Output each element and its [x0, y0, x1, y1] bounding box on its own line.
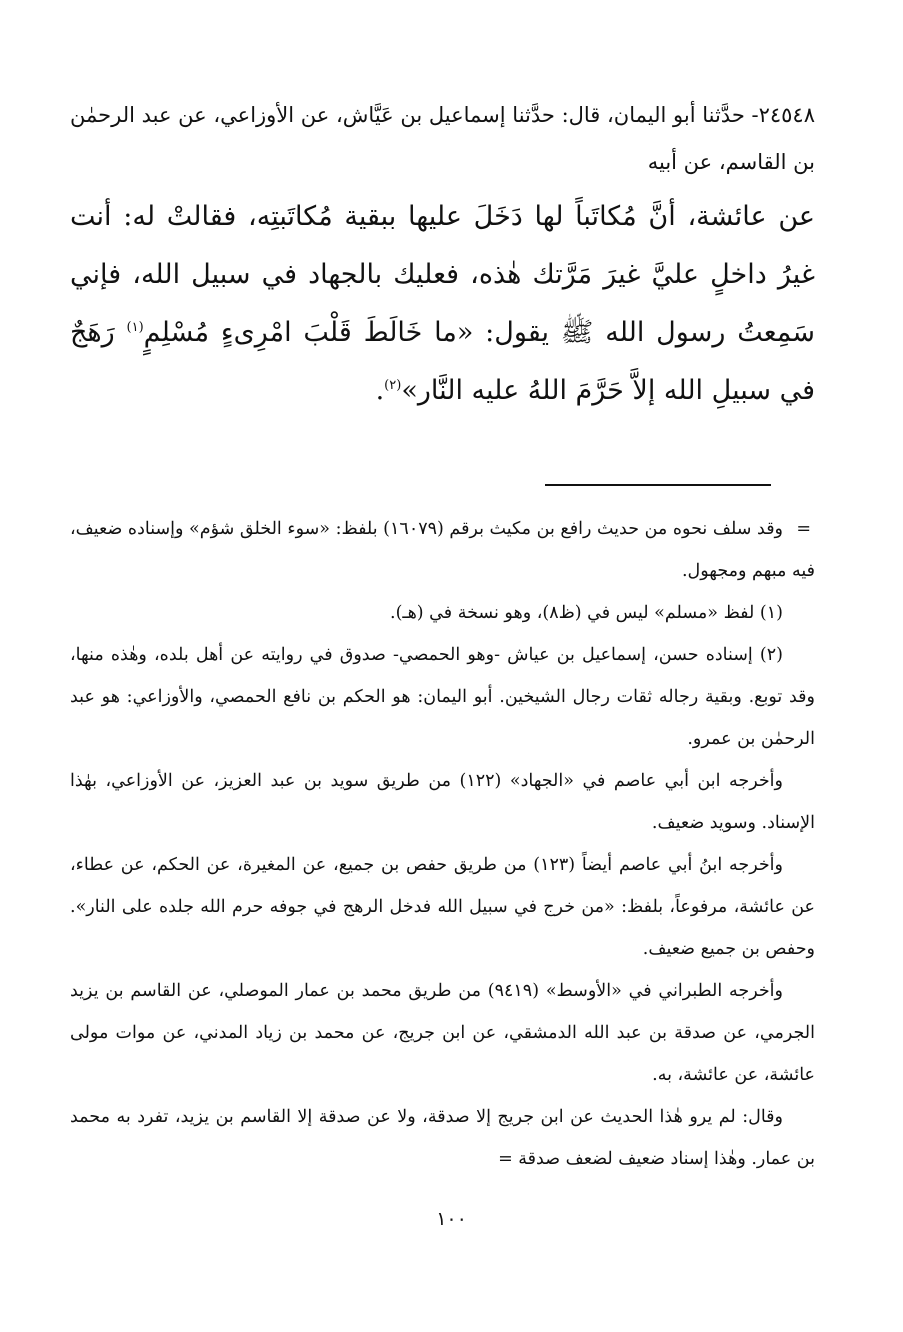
footnote-separator [545, 484, 771, 486]
footnote-2-para-d: وأخرجه الطبراني في «الأوسط» (٩٤١٩) من طريق محمد بن عمار الموصلي، عن القاسم بن يزيد الجرمي، عن صدقة بن عبد الله الدمشقي، عن ابن جريج، عن محمد بن زياد المدني، عن موات مولى عائشة، عن عائشة، به. [70, 981, 815, 1085]
footnotes [70, 508, 815, 1180]
matn-text-1: عن عائشة، أنَّ مُكاتَباً لها دَخَلَ عليها ببقية مُكاتَبتِه، فقالتْ له: أنت غيرُ داخلٍ عليَّ غيرَ مَرَّتك هٰذه، فعليك بالجهاد في سبيل الله، فإني سَمِعتُ رسول الله ﷺ يقول: «ما خَالَطَ قَلْبَ امْرِىءٍ مُسْلِمٍ [70, 201, 815, 348]
hadith-matn [70, 188, 815, 420]
isnad-text: ٢٤٥٤٨- حدَّثنا أبو اليمان، قال: حدَّثنا إسماعيل بن عَيَّاش، عن الأوزاعي، عن عبد الرحمٰن بن القاسم، عن أبيه [70, 103, 815, 174]
matn-text-2: رَهَجٌ في سبيلِ الله إلاَّ حَرَّمَ اللهُ عليه النَّار» [70, 317, 815, 406]
footnote-continued [70, 508, 815, 592]
page-number: ١٠٠ [436, 1208, 467, 1230]
footnote-2: (٢) إسناده حسن، إسماعيل بن عياش -وهو الحمصي- صدوق في روايته عن أهل بلده، وهٰذه منها، وقد توبع. وبقية رجاله ثقات رجال الشيخين. أبو اليمان: هو الحكم بن نافع الحمصي، والأوزاعي: هو عبد الرحمٰن بن عمرو. [70, 645, 815, 749]
continuation-mark: = [796, 519, 811, 539]
matn-paragraph [70, 188, 815, 420]
footnote-ref-2: (٢) [384, 378, 402, 393]
footnote-2-para-c: وأخرجه ابنُ أبي عاصم أيضاً (١٢٣) من طريق حفص بن جميع، عن المغيرة، عن الحكم، عن عطاء، عن عائشة، مرفوعاً، بلفظ: «من خرج في سبيل الله فدخل الرهج في جوفه حرم الله جلده على النار». وحفص بن جميع ضعيف. [70, 855, 815, 959]
hadith-isnad [70, 92, 815, 186]
footnote-continued-text: وقد سلف نحوه من حديث رافع بن مكيث برقم (١٦٠٧٩) بلفظ: «سوء الخلق شؤم» وإسناده ضعيف، فيه مبهم ومجهول. [70, 519, 815, 581]
footnote-2-para-e: وقال: لم يرو هٰذا الحديث عن ابن جريج إلا صدقة، ولا عن صدقة إلا القاسم بن يزيد، تفرد به محمد بن عمار. وهٰذا إسناد ضعيف لضعف صدقة = [70, 1107, 815, 1169]
footnote-1: (١) لفظ «مسلم» ليس في (ظ٨)، وهو نسخة في (هـ). [390, 603, 783, 623]
footnote-ref-1: (١) [126, 320, 144, 335]
matn-end: . [375, 375, 385, 406]
footnote-2-para-b: وأخرجه ابن أبي عاصم في «الجهاد» (١٢٢) من طريق سويد بن عبد العزيز، عن الأوزاعي، بهٰذا الإسناد. وسويد ضعيف. [70, 771, 815, 833]
